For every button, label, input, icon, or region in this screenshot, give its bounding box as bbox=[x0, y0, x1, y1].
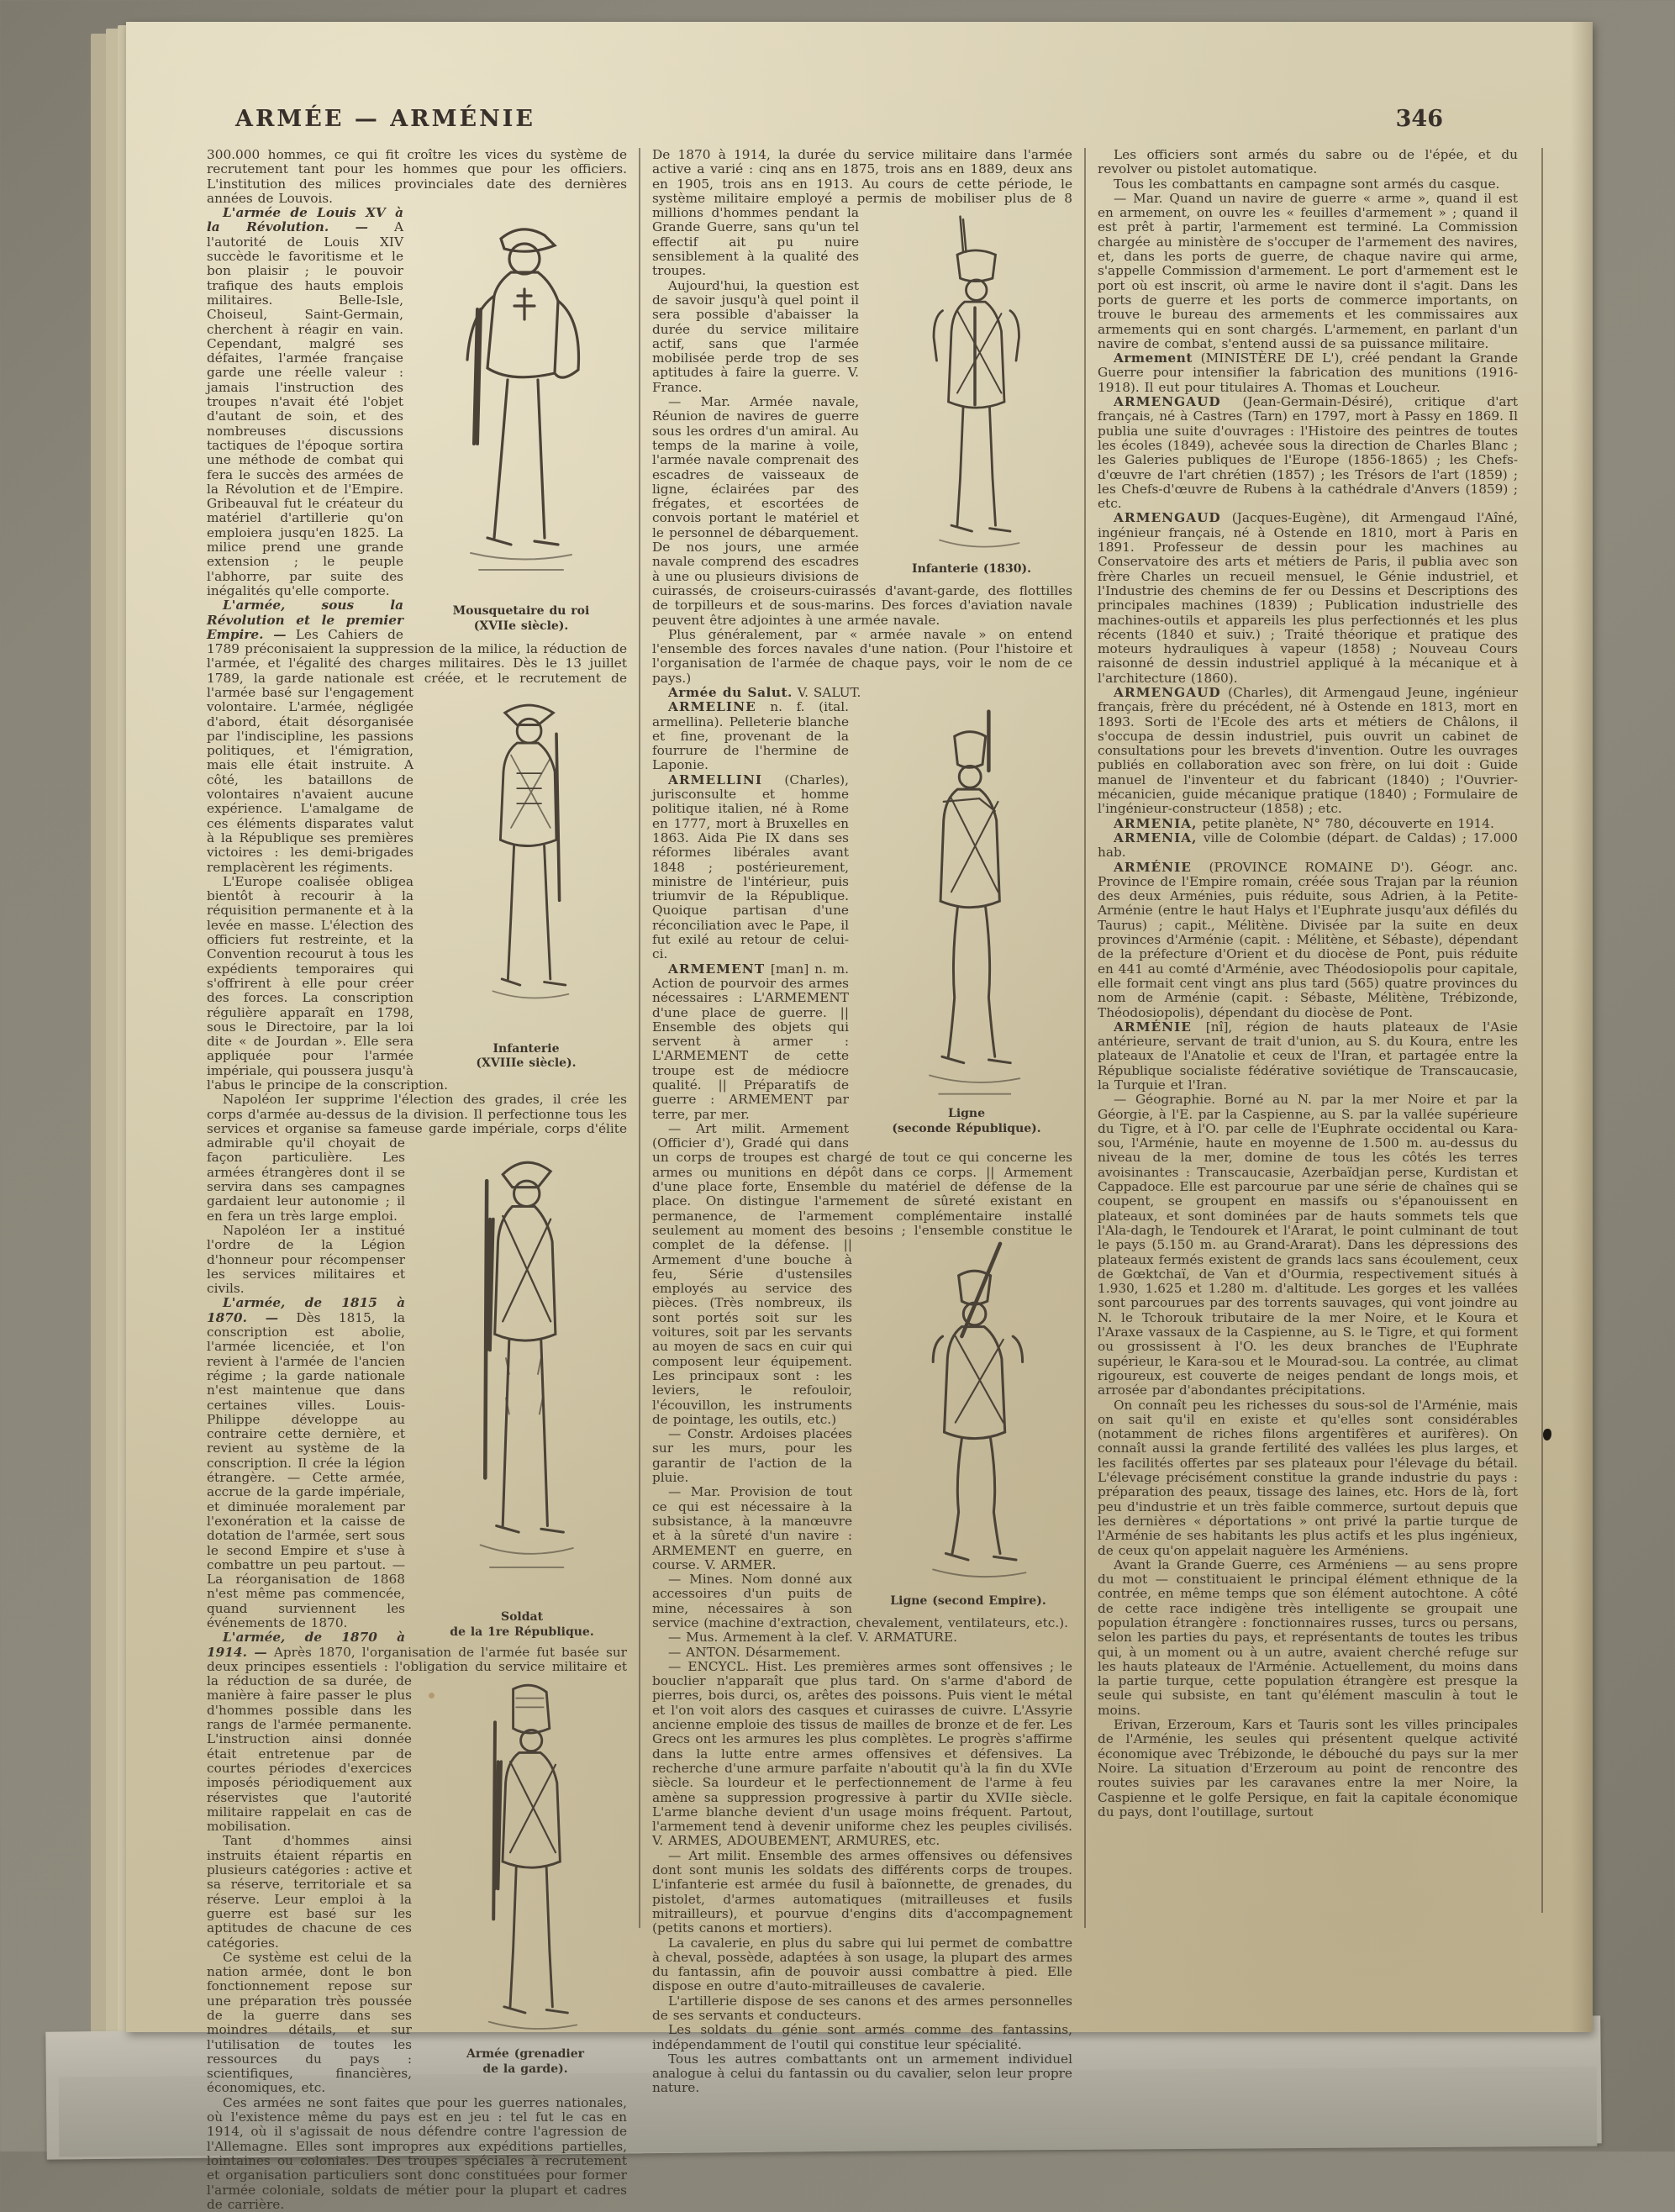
para-armement-mar-navire: — Mar. Quand un navire de guerre « arme », quand il est en armement, on ouvre les « feuilles d'armement » ; quand il est prêt à partir, l'armement est terminé. La Commission chargée au ministère de s'occuper de l'armement des navires, et, dans les ports de guerre, de chaque navire qui arme, s'appelle Commission d'armement. Le port d'armement est le port où est inscrit, où arme le navire dont il s'agit. Dans les ports de guerre et les ports de commerce importants, on trouve le bureau des armements et les commissaires aux armements qui en sont chargés. L'armement, en parlant d'un navire de combat, s'entend aussi de sa puissance militaire. bbox=[1098, 190, 1518, 351]
entry-armeline: Ligne (seconde République). ARMELINE n. f. (ital. armellina). Pelleterie blanche et fine, provenant de la fourrure de l'hermine de Laponie. bbox=[652, 700, 1072, 772]
para-legion-honneur: Napoléon Ier a institué l'ordre de la Légion d'honneur pour récompenser les services militaires et civils. bbox=[207, 1222, 405, 1297]
figure-caption: Ligne (seconde République). bbox=[892, 1107, 1041, 1135]
figure-caption: Infanterie (1830). bbox=[912, 562, 1031, 577]
para-armement-art-milit: — Art milit. Armement (Officier d'), Gradé qui dans un corps de troupes est chargé de tout ce qui concerne les armes ou munitions en dépôt dans ce corps. || Armement d'une place forte, Ensemble du matériel de défense de la place. On distingue l'armement de sûreté existant en permanence, de l'armement complémentaire installé seulement au moment des besoins ; l'ensemble constitue le Ligne (second Empire). complet de la défense. || Armement d'une bouche à feu, Série d'ustensiles employés au service des pièces. (Très nombreux, ils sont portés soit sur les voitures, soit par les servants au moyen de sacs en cuir qui composent leur équipement. Les principaux sont : les leviers, le refouloir, l'écouvillon, les instruments de pointage, les outils, etc.) bbox=[652, 1120, 1072, 1609]
para-casque: Tous les combattants en campagne sont armés du casque. bbox=[1114, 176, 1500, 192]
figure-caption: Mousquetaire du roi (XVIIe siècle). bbox=[452, 604, 590, 633]
entry-armenia-ville: ARMENIA, ville de Colombie (départ. de Caldas) ; 17.000 hab. bbox=[1098, 830, 1518, 861]
running-head bbox=[235, 106, 1542, 134]
para-armement-mus: — Mus. Armement à la clef. V. ARMATURE. bbox=[668, 1630, 957, 1646]
figure-ligne-seconde-republique bbox=[861, 703, 1072, 1135]
entry-armement: ARMEMENT [man] n. m. Action de pourvoir des armes nécessaires : L'ARMEMENT d'une place de guerre. || Ensemble des objets qui servent à armer : L'ARMEMENT de cette troupe est de médiocre qualité. || Préparatifs de guerre : ARMEMENT par terre, par mer. bbox=[652, 961, 849, 1122]
ink-spot bbox=[1543, 1429, 1551, 1440]
entry-armenie-region: ARMÉNIE [nî], région de hauts plateaux de l'Asie antérieure, servant de trait d'union, au S. du Koura, entre les plateaux de l'Anatolie et ceux de l'Iran, et partagée entre la République socialiste fédérative soviétique de Transcaucasie, la Turquie et l'Iran. bbox=[1098, 1019, 1518, 1093]
para-armement-encycl: — ENCYCL. Hist. Les premières armes sont offensives ; le bouclier n'apparaît que plus tard. On s'arme d'abord de pierres, bois durci, os, arêtes des poissons. Puis vient le métal et l'on voit alors des casques et cuirasses de cuivre. L'Assyrie ancienne emploie des tissus de mailles de bronze et de fer. Les Grecs ont les armures les plus complètes. Le progrès s'affirme dans la lutte entre armes offensives et défensives. La recherche d'une armure parfaite n'aboutit qu'à la fin du XVIe siècle. Sa lourdeur et le perfectionnement de l'arme à feu amène sa suppression progressive à partir du XVIIe siècle. L'arme blanche devient d'un usage moins fréquent. Partout, l'armement tend à devenir uniforme chez les peuples civilisés. V. ARMES, ADOUBEMENT, ARMURES, etc. bbox=[652, 1658, 1072, 1849]
dictionary-page bbox=[126, 22, 1593, 2212]
engraving-ligne-second-empire bbox=[888, 1240, 1048, 1593]
para-armenie-richesses: On connaît peu les richesses du sous-sol de l'Arménie, mais on sait qu'il en existe et qu'elles sont considérables (notamment de riches filons argentifères et aurifères). On connaît aussi la grande fertilité des vallées les plus larges, et les facilités offertes par ses plateaux pour l'élevage du bétail. L'élevage précisément constitue la grande industrie du pays : préparation des peaux, tissage des laines, etc. Hors de là, fort peu d'industrie et un très faible commerce, surtout depuis que les dernières « déportations » ont privé la partie turque de l'Arménie de ses habitants les plus actifs et les plus ingénieux, de ceux qu'on appelait naguère les Arméniens. bbox=[1098, 1397, 1518, 1558]
engraving-soldat-1re-republique bbox=[442, 1139, 602, 1609]
page-number: 346 bbox=[1395, 106, 1443, 132]
entry-armengaud-3: ARMENGAUD (Charles), dit Armengaud Jeune, ingénieur français, frère du précédent, né à Ostende en 1813, mort en 1893. Sorti de l'Ecole des arts et métiers de Châlons, il s'occupa de dessin industriel, puis ouvrit un cabinet de consultations pour les brevets d'invention. Outre les ouvrages publiés en collaboration avec son frère, on lui doit : Guide manuel de l'inventeur et du fabricant (1840) ; l'Ouvrier-mécanicien, guide mécanique pratique (1840) ; Formulaire de l'ingénieur-constructeur (1858) ; etc. bbox=[1098, 684, 1518, 817]
column-rule bbox=[639, 148, 640, 1928]
figure-infanterie-18e bbox=[425, 688, 627, 1071]
para-duree-service: De 1870 à 1914, la durée du service militaire dans l'armée active a varié : cinq ans en 1875, trois ans en 1889, deux ans en 1905, trois ans en 1913. Au cours de cette période, le système militaire employé a permis de mobiliser Infanterie (1830). plus de 8 millions d'hommes pendant la Grande Guerre, sans qu'un tel effectif ait pu nuire sensiblement à la qualité des troupes. bbox=[652, 147, 1072, 577]
para-armement-constr: — Constr. Ardoises placées sur les murs, pour les garantir de l'action de la pluie. bbox=[652, 1426, 852, 1486]
para-plus-generalement: Plus généralement, par « armée navale » on entend l'ensemble des forces navales d'une nation. (Pour l'histoire et l'organisation de l'armée de chaque pays, voir le nom de ce pays.) bbox=[652, 626, 1072, 686]
column-2 bbox=[652, 148, 1072, 2096]
para-europe-coalisee: L'Europe coalisée obligea bientôt à recourir à la réquisition permanente et à la levée en masse. L'élection des officiers fut restreinte, et la Convention recourut à tous les expédients temporaires qui s'offrirent à elle pour créer des forces. La conscription régulière apparaît en 1798, sous le Directoire, par la loi dite « de Jourdan ». Elle sera appliquée pour l'armée impériale, qui poussera jusqu'à l'abus le principe de la conscription. bbox=[207, 873, 448, 1093]
figure-caption: Armée (grenadier de la garde). bbox=[466, 2047, 585, 2076]
figure-grenadier bbox=[424, 1677, 627, 2076]
para-guerres-nationales: Ces armées ne sont faites que pour les guerres nationales, où l'existence même du pays est en jeu : tel fut le cas en 1914, où il s'agissait de nous défendre contre l'agression de l'Allemagne. Elles sont impropres aux expéditions partielles, lointaines ou coloniales. Des troupes spéciales à recrutement et organisation particuliers sont donc constituées pour former l'armée coloniale, soldats de métier pour la plupart et cadres de carrière. bbox=[207, 2094, 627, 2212]
column-3 bbox=[1098, 148, 1518, 1820]
entry-armengaud-1: ARMENGAUD (Jean-Germain-Désiré), critique d'art français, né à Castres (Tarn) en 1797, mort à Passy en 1869. Il publia une suite d'ouvrages : l'Histoire des peintres de toutes les écoles (1849), achevée sous la direction de Charles Blanc ; les Galeries publiques de l'Europe (1856-1865) ; les Chefs-d'œuvre de l'art chrétien (1857) ; les Trésors de l'art (1859) ; les Chefs-d'œuvre de Rubens à la cathédrale d'Anvers (1859) ; etc. bbox=[1098, 394, 1518, 512]
para-napoleon-grades: Napoléon Ier supprime l'élection des grades, il crée les corps d'armée au-dessus de la division. Il perfectionne tous les services et organise sa fameuse garde impériale, corps d'élite admirable qu'il Soldat de la 1re République. choyait de façon particulière. Les armées étrangères dont il se servira dans ses campagnes gardaient leur autonomie ; il en fera un très large emploi. bbox=[207, 1092, 627, 1639]
para-armement-mines: — Mines. Nom donné aux accessoires d'un puits de mine, nécessaires à son service (machine d'extraction, chevalement, ventilateurs, etc.). bbox=[652, 1572, 1069, 1630]
figure-caption: Infanterie (XVIIIe siècle). bbox=[476, 1041, 577, 1071]
figure-caption: Soldat de la 1re République. bbox=[450, 1610, 594, 1639]
figure-infanterie-1830 bbox=[871, 208, 1072, 577]
para-armement-art-milit-2: — Art milit. Ensemble des armes offensives ou défensives dont sont munis les soldats des différents corps de troupes. L'infanterie est armée du fusil à baïonnette, de grenades, du pistolet, d'armes automatiques (mitrailleuses et fusils mitrailleurs), et pourvue d'engins dits d'accompagnement (petits canons et mortiers). bbox=[652, 1847, 1072, 1936]
column-1 bbox=[207, 148, 627, 2212]
engraving-armee-grenadier-garde bbox=[450, 1677, 601, 2046]
para-categories: Tant d'hommes ainsi instruits étaient répartis en plusieurs catégories : active et sa réserve, territoriale et sa réserve. Leur emploi à la guerre est basé sur les aptitudes de chacune de ces catégories. bbox=[207, 1833, 412, 1951]
para-armenie-geographie: — Géographie. Borné au N. par la mer Noire et par la Géorgie, à l'E. par la Caspienne, au S. par la vallée supérieure du Tigre, et à l'O. par celle de l'Euphrate occidental ou Kara-sou, l'Arménie, haute en moyenne de 1.500 m. au-dessus du niveau de la mer, domine de tous les côtés les terres avoisinantes : Transcaucasie, Azerbaïdjan perse, Kurdistan et Cappadoce. Elle est parcourue par une série de chaînes qui se coupent, se groupent en massifs ou s'épanouissent en plateaux, et sont dominées par de hauts sommets tels que l'Ala-dagh, le Tendourek et l'Ararat, le point culminant de tout le pays (5.150 m. au Grand-Ararat). Dans les dépressions des plateaux fermés existent de grands lacs sans écoulement, ceux de Gœktchaï, de Van et d'Ourmia, respectivement situés à 1.930, 1.625 et 1.280 m. d'altitude. Les gorges et les vallées sont parcourues par des torrents sauvages, qui vont joindre au N. le Tchorouk tributaire de la mer Noire, et le Koura et l'Araxe vassaux de la Caspienne, au S. le Tigre, et qui forment ou grossissent à l'O. les deux branches de l'Euphrate supérieur, le Kara-sou et le Mourad-sou. La contrée, au climat rigoureux, est couverte de neiges pendant de longs mois, et arrosée par d'abondantes précipitations. bbox=[1098, 1092, 1518, 1398]
para-armee-1815-1870: L'armée, de 1815 à 1870. — Dès 1815, la conscription est abolie, l'armée licenciée, et l'on revient à l'armée de l'ancien régime ; la garde nationale n'est maintenue que dans certaines villes. Louis-Philippe développe au contraire cette dernière, et revient au système de la conscription. Il crée la légion étrangère. — Cette armée, accrue de la garde impériale, et diminuée moralement par l'exonération et la caisse de dotation de l'armée, sert sous le second Empire et s'use à combattre un peu partout. — La réorganisation de 1868 n'est même pas commencée, quand surviennent les événements de 1870. bbox=[207, 1295, 405, 1630]
para-officiers: Les officiers sont armés du sabre ou de l'épée, et du revolver ou pistolet automatique. bbox=[1098, 147, 1518, 177]
para-armenie-villes: Erivan, Erzeroum, Kars et Tauris sont les villes principales de l'Arménie, les seules qui présentent quelque activité économique avec Trébizonde, le débouché du pays sur la mer Noire. La situation d'Erzeroum au point de rencontre des routes suivies par les caravanes entre la mer Noire, la Caspienne et le golfe Persique, en fait la capitale économique du pays, dont l'outillage, surtout bbox=[1098, 1717, 1518, 1820]
para-aujourdhui: Aujourd'hui, la question est de savoir jusqu'à quel point il sera possible d'abaisser la durée du service militaire actif, sans que l'armée mobilisée perde trop de ses aptitudes à faire la guerre. V. France. bbox=[652, 277, 859, 395]
para-armee-navale: — Mar. Armée navale, Réunion de navires de guerre sous les ordres d'un amiral. Au temps de la marine à voile, l'armée navale comprenait des escadres de vaisseaux de ligne, éclairées par des frégates, et escortées de convois portant le matériel et le personnel de débarquement. De nos jours, une armée navale comprend des escadres à une ou plusieurs divisions de cuirassés, de croiseurs-cuirassés d'avant-garde, des flottilles de torpilleurs et de sous-marins. Des forces d'aviation navale peuvent être adjointes à une armée navale. bbox=[652, 394, 1072, 628]
figure-caption: Ligne (second Empire). bbox=[890, 1594, 1046, 1609]
engraving-ligne-seconde-republique bbox=[889, 703, 1045, 1106]
entry-armenie-romaine: ARMÉNIE (PROVINCE ROMAINE D'). Géogr. anc. Province de l'Empire romain, créée sous Trajan par la réunion des deux Arménies, puis réduite, sous Adrien, à la Petite-Arménie (entre le haut Halys et l'Euphrate jusqu'aux défilés du Taurus) ; capit., Mélitène. Divisée par la suite en deux provinces d'Arménie (capit. : Mélitène, et Sébaste), dépendant de la préfecture d'Orient et du diocèse de Pont, puis réduite en 441 au comté d'Arménie, avec Théodosiopolis pour capitale, elle formait cent vingt ans plus tard (565) quatre provinces du nom de Arménie (capit. : Sébaste, Mélitène, Trébizonde, Théodosiopolis), dépendant du diocèse de Pont. bbox=[1098, 859, 1518, 1020]
para-armee-louis15: Mousquetaire du roi (XVIIe siècle). L'armée de Louis XV à la Révolution. — A l'autorité de Louis XIV succède le favoritisme et le bon plaisir ; le pouvoir trafique des hauts emplois militaires. Belle-Isle, Choiseul, Saint-Germain, cherchent à réagir en vain. Cependant, malgré ses défaites, l'armée française garde une réelle valeur : jamais l'instruction des troupes n'avait été l'objet d'autant de soin, et des nombreuses discussions tactiques de l'époque sortira une méthode de combat qui fera le succès des armées de la Révolution et de l'Empire. Gribeauval fut le créateur du matériel d'artillerie qu'on emploiera jusqu'en 1825. La milice prend une grande extension ; le peuple l'abhorre, par suite des inégalités qu'elle comporte. bbox=[207, 206, 627, 598]
para-armement-mar: — Mar. Provision de tout ce qui est nécessaire à la subsistance, à la manœuvre et à la sûreté d'un navire : ARMEMENT en guerre, en course. V. ARMER. bbox=[652, 1484, 852, 1572]
entry-armengaud-2: ARMENGAUD (Jacques-Eugène), dit Armengaud l'Aîné, ingénieur français, né à Ostende en 1810, mort à Paris en 1891. Professeur de dessin pour les machines au Conservatoire des arts et métiers de Paris, il publia avec son frère Charles un recueil mensuel, le Génie industriel, et l'Industrie des chemins de fer ou Dessins et Descriptions des principales machines (1839) ; Publication industrielle des machines-outils et appareils les plus perfectionnés et les plus récents (1840 et suiv.) ; Traité théorique et pratique des moteurs hydrauliques à vapeur (1858) ; Nouveau Cours raisonné de dessin industriel appliqué à la mécanique et à l'architecture (1860). bbox=[1098, 510, 1518, 686]
para-nation-armee: Ce système est celui de la nation armée, dont le bon fonctionnement repose sur une préparation très poussée de la guerre dans ses moindres détails, et sur l'utilisation de toutes les ressources du pays : scientifiques, financières, économiques, etc. bbox=[207, 1949, 412, 2096]
para-genie: Les soldats du génie sont armés comme des fantassins, indépendamment de l'outil qui constitue leur spécialité. bbox=[652, 2022, 1072, 2052]
engraving-infanterie-1830 bbox=[898, 208, 1046, 561]
figure-mousquetaire bbox=[415, 208, 627, 633]
entry-ministere-armement: Armement (MINISTÈRE DE L'), créé pendant la Grande Guerre pour intensifier la fabrication des munitions (1916-1918). Il eut pour titulaires A. Thomas et Loucheur. bbox=[1098, 350, 1518, 395]
entry-armenia-planete: ARMENIA, petite planète, N° 780, découverte en 1914. bbox=[1114, 815, 1494, 831]
para-armee-1870-1914: L'armée, de 1870 à 1914. — Après 1870, l'organisation de l'armée fut basée sur deux principes essentiels : l'obligation du service militaire et la réduction de sa durée, Armée (grenadier de la garde). de manière à faire passer le plus d'hommes possible dans les rangs de l'armée permanente. L'instruction ainsi donnée était entretenue par de courtes périodes d'exercices imposés périodiquement aux réservistes que l'autorité militaire rappelait en cas de mobilisation. bbox=[207, 1630, 627, 2076]
para-artillerie: L'artillerie dispose de ses canons et des armes personnelles de ses servants et conducteurs. bbox=[652, 1993, 1072, 2023]
engraving-mousquetaire-du-roi bbox=[437, 208, 605, 603]
figure-ligne-second-empire bbox=[864, 1240, 1072, 1609]
engraving-infanterie-18e-siecle bbox=[450, 688, 602, 1041]
para-armee-revolution: L'armée, sous la Révolution et le premier Empire. — Les Cahiers de 1789 préconisaient la suppression de la milice, la réduction de l'armée, et l'égalité des charges militaires. Dès le 13 juillet 1789, la garde nationale est créée, et Infanterie (XVIIIe siècle). le recrutement de l'armée basé sur l'engagement volontaire. L'armée, négligée d'abord, était désorganisée par l'indiscipline, les passions politiques, et l'émigration, mais elle était instruite. A côté, les bataillons de volontaires n'avaient aucune expérience. L'amalgame de ces éléments disparates valut à la République ses premières victoires : les demi-brigades remplacèrent les régiments. bbox=[207, 598, 627, 1071]
para-armee-louvois: 300.000 hommes, ce qui fit croître les vices du système de recrutement tant pour les hommes que pour les officiers. L'institution des milices provinciales date des dernières années de Louvois. bbox=[207, 147, 627, 206]
column-rule bbox=[1084, 148, 1086, 1928]
para-armenie-armeniens: Avant la Grande Guerre, ces Arméniens — au sens propre du mot — constituaient le principal élément ethnique de la contrée, en même temps que son élément autochtone. A côté de cette race indigène très intelligente se groupait une population étrangère : fonctionnaires russes, turcs ou persans, selon les parties du pays, et représentants de toutes les tribus qui, à un moment ou à un autre, avaient cherché refuge sur les hauts plateaux de l'Arménie. Actuellement, du moins dans la partie turque, cette population étrangère est presque la seule qui subsiste, en tant qu'élément masculin à tout le moins. bbox=[1098, 1556, 1518, 1718]
page-title: ARMÉE — ARMÉNIE bbox=[235, 106, 535, 132]
figure-soldat-1re-republique bbox=[417, 1139, 627, 1639]
entry-armellini: ARMELLINI (Charles), jurisconsulte et homme politique italien, né à Rome en 1777, mort à Bruxelles en 1863. Aida Pie IX dans ses réformes libérales avant 1848 ; postérieurement, ministre de l'intérieur, puis triumvir de la République. Quoique partisan d'une réconciliation avec le Pape, il fut exilé au retour de celui-ci. bbox=[652, 772, 849, 962]
para-autres-combattants: Tous les autres combattants ont un armement individuel analogue à celui du fantassin ou du cavalier, selon leur propre nature. bbox=[652, 2051, 1072, 2096]
para-cavalerie: La cavalerie, en plus du sabre qui lui permet de combattre à cheval, possède, adaptées à son usage, la plupart des armes du fantassin, afin de pouvoir aussi combattre à pied. Elle dispose en outre d'auto-mitrailleuses de cavalerie. bbox=[652, 1935, 1072, 1994]
entry-armee-du-salut: Armée du Salut. V. SALUT. bbox=[668, 684, 861, 700]
column-rule bbox=[1541, 148, 1543, 1913]
para-armement-anton: — ANTON. Désarmement. bbox=[668, 1644, 841, 1660]
